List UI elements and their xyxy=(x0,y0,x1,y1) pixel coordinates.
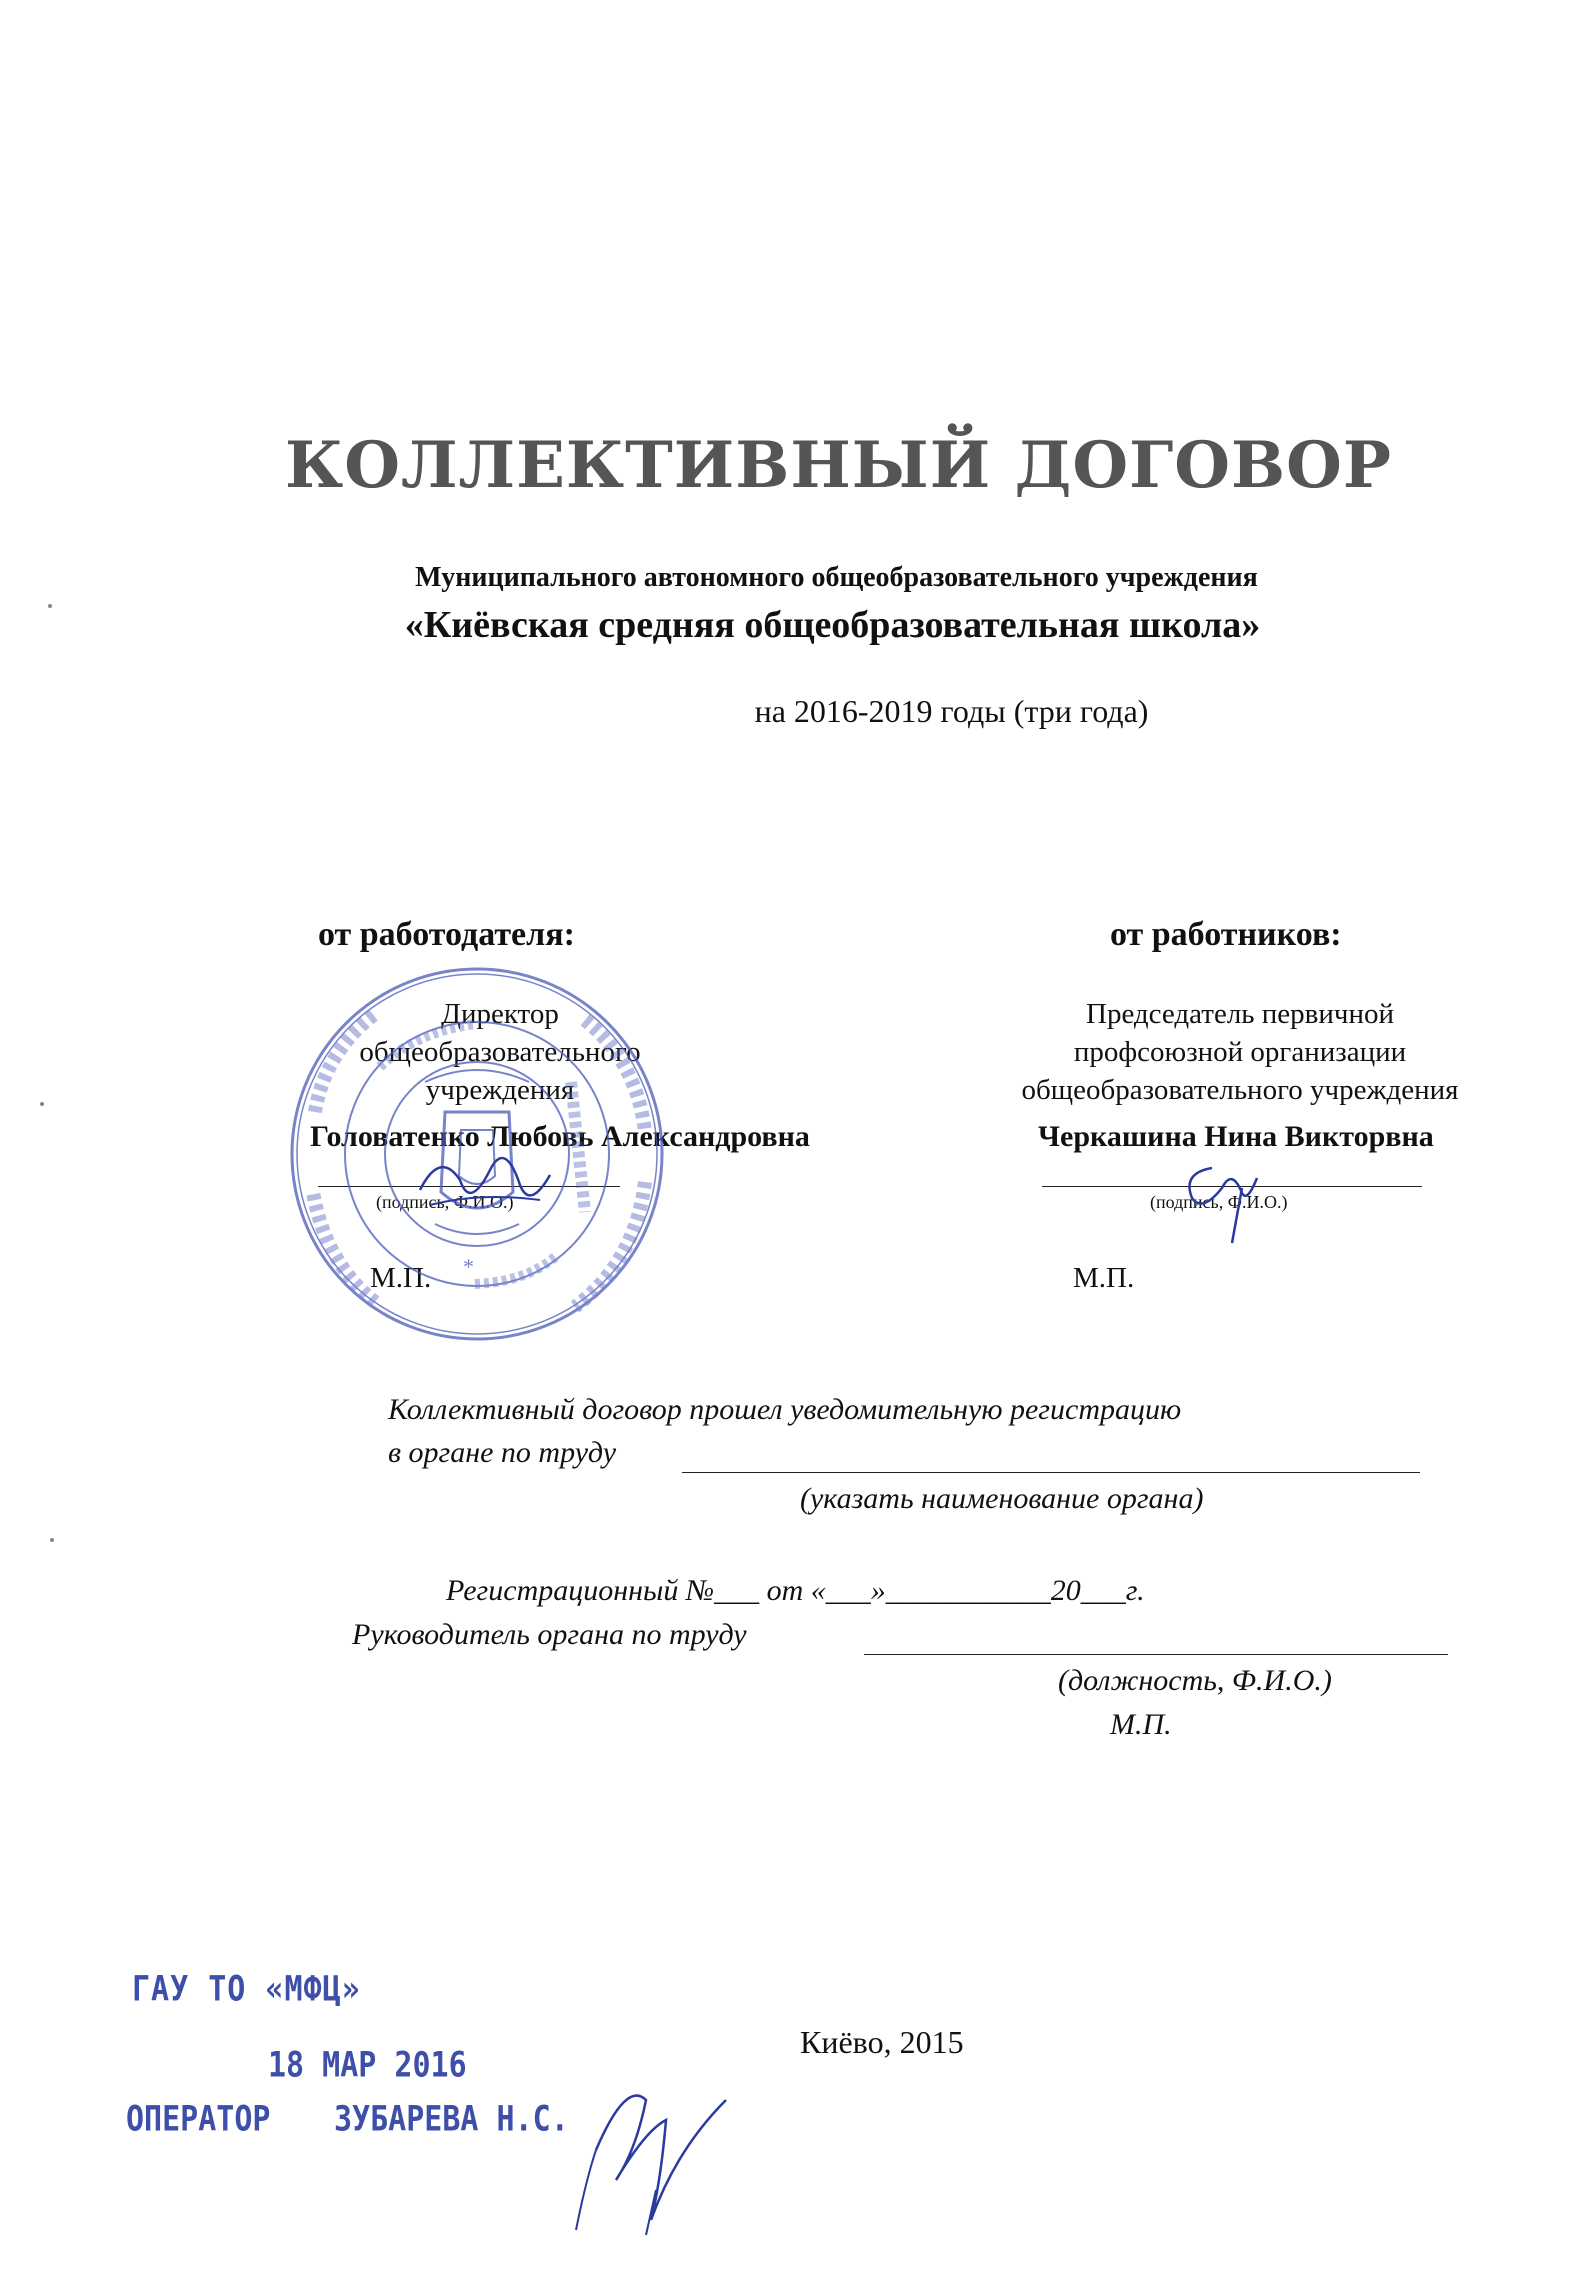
registration-number-line: Регистрационный №___ от «___»___________20___г. xyxy=(446,1574,1145,1607)
employer-position-line: общеобразовательного xyxy=(359,1036,641,1068)
authority-head-caption: (должность, Ф.И.О.) xyxy=(1058,1664,1332,1697)
office-stamp-agency: ГАУ ТО «МФЦ» xyxy=(132,1969,361,2010)
workers-position-line: профсоюзной организации xyxy=(1073,1036,1407,1068)
employer-name: Головатенко Любовь Александровна xyxy=(310,1120,810,1153)
workers-heading: от работников: xyxy=(1110,916,1342,953)
workers-position xyxy=(950,995,1530,1109)
organization-name: «Киёвская средняя общеобразовательная школа» xyxy=(404,604,1261,646)
employer-position-line: учреждения xyxy=(425,1074,575,1106)
registration-authority-line xyxy=(682,1472,1420,1473)
employer-seal-mark: М.П. xyxy=(370,1262,432,1294)
operator-signature xyxy=(556,2060,736,2260)
employer-signature xyxy=(410,1130,560,1240)
workers-position-line: общеобразовательного учреждения xyxy=(1021,1074,1459,1106)
office-stamp-operator-name: ЗУБАРЕВА Н.С. xyxy=(334,2099,569,2140)
registration-statement: Коллективный договор прошел уведомительную регистрацию xyxy=(388,1393,1182,1426)
office-stamp-operator-label: ОПЕРАТОР xyxy=(126,2099,271,2140)
registration-authority-caption: (указать наименование органа) xyxy=(800,1482,1204,1515)
place-and-year: Киёво, 2015 xyxy=(800,2024,964,2060)
office-stamp-date: 18 МАР 2016 xyxy=(268,2045,467,2086)
employer-signature-caption: (подпись, Ф.И.О.) xyxy=(376,1192,514,1212)
workers-seal-mark: М.П. xyxy=(1073,1262,1135,1294)
workers-position-line: Председатель первичной xyxy=(1086,998,1394,1030)
workers-signature-caption: (подпись, Ф.И.О.) xyxy=(1150,1192,1288,1212)
document-title: КОЛЛЕКТИВНЫЙ ДОГОВОР xyxy=(284,428,1393,503)
authority-head-line xyxy=(864,1654,1448,1655)
registration-authority-label: в органе по труду xyxy=(388,1436,617,1469)
registration-seal-mark: М.П. xyxy=(1110,1708,1172,1741)
organization-type: Муниципального автономного общеобразовательного учреждения xyxy=(415,562,1258,593)
employer-heading: от работодателя: xyxy=(318,916,575,953)
employer-position-line: Директор xyxy=(441,998,559,1030)
authority-head-label: Руководитель органа по труду xyxy=(352,1618,747,1651)
contract-period: на 2016-2019 годы (три года) xyxy=(754,693,1149,729)
workers-signature xyxy=(1172,1138,1292,1248)
workers-representative-name: Черкашина Нина Викторвна xyxy=(1038,1120,1434,1153)
svg-text:*: * xyxy=(463,1254,474,1279)
